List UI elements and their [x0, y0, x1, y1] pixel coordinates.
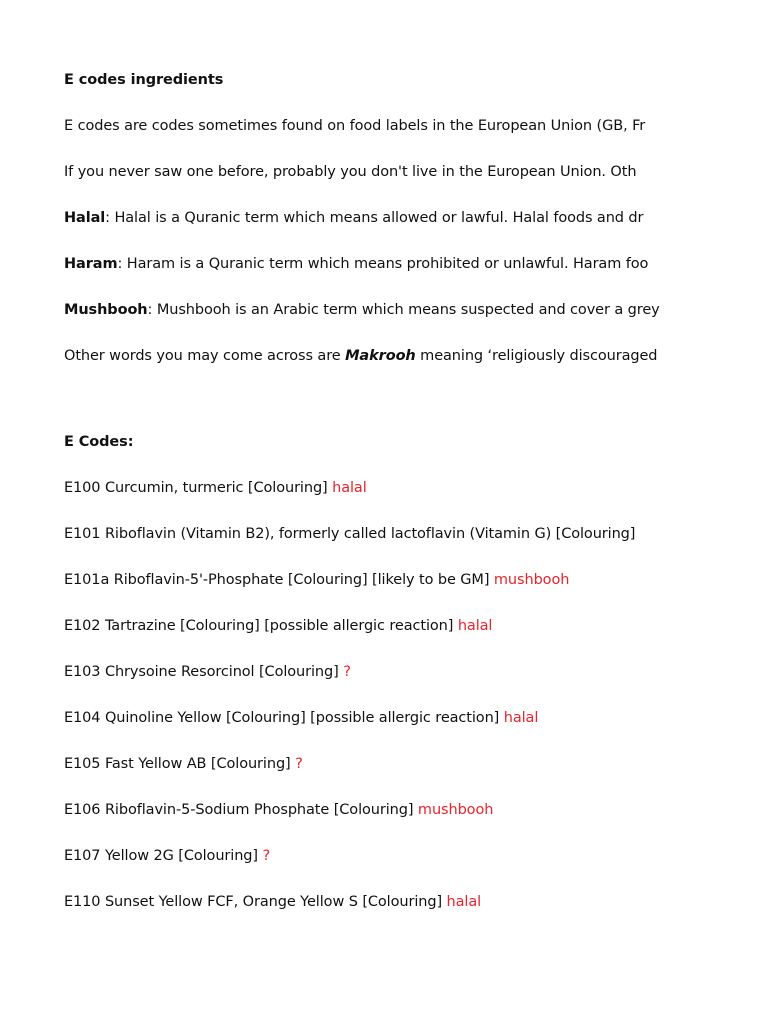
other-words-line [64, 346, 670, 366]
ecode-item [64, 800, 670, 820]
ecode-text: E101 Riboflavin (Vitamin B2), formerly called lactoflavin (Vitamin G) [Colouring] [64, 526, 636, 542]
ecode-text: E106 Riboflavin-5-Sodium Phosphate [Colouring] [64, 802, 418, 818]
ecode-status: mushbooh [417, 802, 494, 818]
ecode-item [64, 662, 670, 682]
definition-text: : Haram is a Quranic term which means prohibited or unlawful. Haram foo [117, 256, 649, 272]
document-title: E codes ingredients [64, 72, 224, 88]
ecode-status: halal [457, 618, 493, 634]
ecode-status: ? [295, 756, 303, 772]
ecode-status: halal [503, 710, 539, 726]
definition-halal [64, 208, 670, 228]
ecode-item [64, 524, 670, 544]
definition-term: Haram [64, 256, 118, 272]
ecode-item [64, 478, 670, 498]
definition-term: Halal [64, 210, 106, 226]
ecode-text: E102 Tartrazine [Colouring] [possible allergic reaction] [64, 618, 458, 634]
ecode-text: E107 Yellow 2G [Colouring] [64, 848, 263, 864]
definition-term: Mushbooh [64, 302, 148, 318]
definition-text: : Halal is a Quranic term which means allowed or lawful. Halal foods and dr [105, 210, 644, 226]
ecode-item [64, 708, 670, 728]
ecode-text: E105 Fast Yellow AB [Colouring] [64, 756, 296, 772]
ecode-item [64, 616, 670, 636]
intro-line-1: E codes are codes sometimes found on food labels in the European Union (GB, Fr [64, 118, 646, 134]
ecodes-heading: E Codes: [64, 434, 134, 450]
other-words-prefix: Other words you may come across are [64, 348, 346, 364]
other-words-term: Makrooh [345, 348, 416, 364]
ecode-item [64, 570, 670, 590]
ecode-status: mushbooh [493, 572, 570, 588]
ecode-text: E101a Riboflavin-5'-Phosphate [Colouring] [likely to be GM] [64, 572, 494, 588]
ecode-item [64, 846, 670, 866]
other-words-suffix: meaning ‘religiously discouraged [415, 348, 658, 364]
ecode-text: E103 Chrysoine Resorcinol [Colouring] [64, 664, 344, 680]
ecode-text: E110 Sunset Yellow FCF, Orange Yellow S [Colouring] [64, 894, 447, 910]
ecode-status: ? [343, 664, 351, 680]
intro-line-2: If you never saw one before, probably you don't live in the European Union. Oth [64, 164, 637, 180]
definition-mushbooh [64, 300, 670, 320]
ecode-status: halal [446, 894, 482, 910]
ecode-status: ? [262, 848, 271, 864]
definition-haram [64, 254, 670, 274]
ecode-item [64, 754, 670, 774]
ecode-status: halal [332, 480, 367, 496]
ecode-text: E104 Quinoline Yellow [Colouring] [possible allergic reaction] [64, 710, 504, 726]
ecode-text: E100 Curcumin, turmeric [Colouring] [64, 480, 333, 496]
definition-text: : Mushbooh is an Arabic term which means suspected and cover a grey [147, 302, 660, 318]
ecode-item [64, 892, 670, 912]
document-content [64, 70, 670, 912]
